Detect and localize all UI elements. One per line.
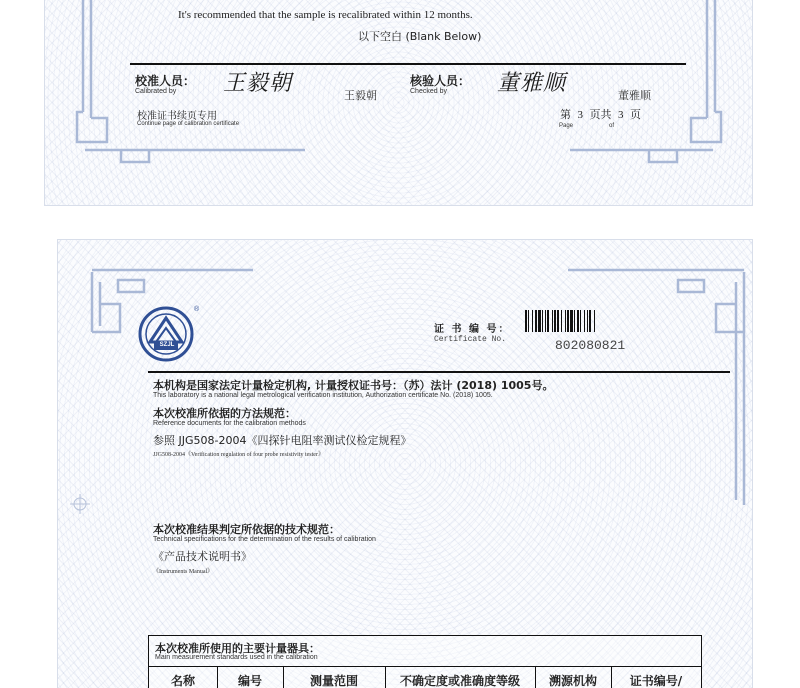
page-number: 第 3 页共 3 页 (560, 108, 641, 121)
barcode-bar (587, 310, 588, 332)
authority-statement-en: This laboratory is a national legal metrological verification institution, Authorization certificate No. (2018) 1005. (153, 392, 493, 399)
certificate-page-continuation (45, 0, 752, 205)
calibrated-by-label-en: Calibrated by (135, 88, 177, 95)
barcode (525, 310, 657, 332)
barcode-bar (535, 310, 537, 332)
method-reference-en: JJG508-2004《Verification regulation of four probe resistivity tester》 (153, 452, 324, 458)
col-header-traceability: 溯源机构 (535, 667, 612, 688)
page-label-en: Page (559, 123, 574, 129)
metrology-institute-logo-icon (138, 306, 194, 362)
institute-logo (138, 306, 194, 367)
of-label-en: of (609, 123, 615, 129)
spec-section-title: 本次校准结果判定所依据的技术规范： (153, 523, 340, 536)
certificate-number: 802080821 (555, 338, 626, 353)
calibrator-name: 王毅朝 (344, 89, 377, 102)
spec-section-title-en: Technical specifications for the determination of the results of calibration (153, 536, 376, 543)
certificate-no-label: 证 书 编 号： (434, 324, 511, 335)
checker-name: 董雅顺 (618, 89, 651, 102)
barcode-bar (589, 310, 591, 332)
barcode-bar (565, 310, 566, 332)
barcode-bar (594, 310, 595, 332)
barcode-bar (557, 310, 559, 332)
barcode-bar (532, 310, 533, 332)
standards-table (148, 635, 702, 688)
spec-reference: 《产品技术说明书》 (153, 550, 252, 563)
spec-reference-en: 《Instruments Manual》 (153, 569, 214, 575)
barcode-bar (542, 310, 543, 332)
barcode-bar (561, 310, 562, 332)
standards-table-title-en: Main measurement standards used in the calibration (155, 654, 318, 661)
checker-signature: 董雅顺 (497, 71, 567, 96)
checked-by-label: 核验人员： (410, 74, 471, 88)
continue-page-label-en: Continue page of calibration certificate (137, 121, 240, 127)
barcode-bar (574, 310, 575, 332)
registered-mark: ® (194, 306, 200, 313)
barcode-bar (580, 310, 581, 332)
calibrated-by-label: 校准人员： (135, 74, 196, 88)
continue-page-label: 校准证书续页专用 (137, 111, 217, 122)
standards-table-title: 本次校准所使用的主要计量器具： (155, 642, 320, 655)
barcode-bar (554, 310, 556, 332)
barcode-bar (552, 310, 553, 332)
standards-table-header (149, 666, 701, 688)
col-header-uncertainty: 不确定度或准确度等级 (385, 667, 536, 688)
header-rule (148, 371, 730, 373)
barcode-bar (528, 310, 529, 332)
method-reference: 参照 JJG508-2004《四探针电阻率测试仪检定规程》 (153, 434, 412, 447)
col-header-name: 名称 (149, 667, 218, 688)
checked-by-label-en: Checked by (410, 88, 447, 95)
logo-text: SZJL (159, 342, 175, 348)
signature-rule (130, 63, 686, 65)
method-section-title: 本次校准所依据的方法规范： (153, 407, 296, 420)
barcode-bar (538, 310, 541, 332)
barcode-bar (567, 310, 569, 332)
col-header-range: 测量范围 (283, 667, 386, 688)
col-header-number: 编号 (217, 667, 284, 688)
col-header-cert-no: 证书编号/ (629, 674, 683, 688)
barcode-bar (545, 310, 546, 332)
barcode-bar (577, 310, 579, 332)
blank-below-note: 以下空白 (Blank Below) (358, 30, 482, 43)
barcode-bar (525, 310, 527, 332)
recalibration-note: It's recommended that the sample is recalibrated within 12 months. (178, 9, 473, 21)
certificate-no-label-en: Certificate No. (434, 335, 507, 344)
certificate-page-main (58, 240, 752, 688)
barcode-bar (584, 310, 585, 332)
barcode-bar (570, 310, 573, 332)
barcode-bar (547, 310, 549, 332)
authority-statement: 本机构是国家法定计量检定机构, 计量授权证书号：（苏）法计 (2018) 1005号。 (153, 379, 554, 392)
method-section-title-en: Reference documents for the calibration methods (153, 420, 306, 427)
calibrator-signature: 王毅朝 (223, 71, 293, 96)
